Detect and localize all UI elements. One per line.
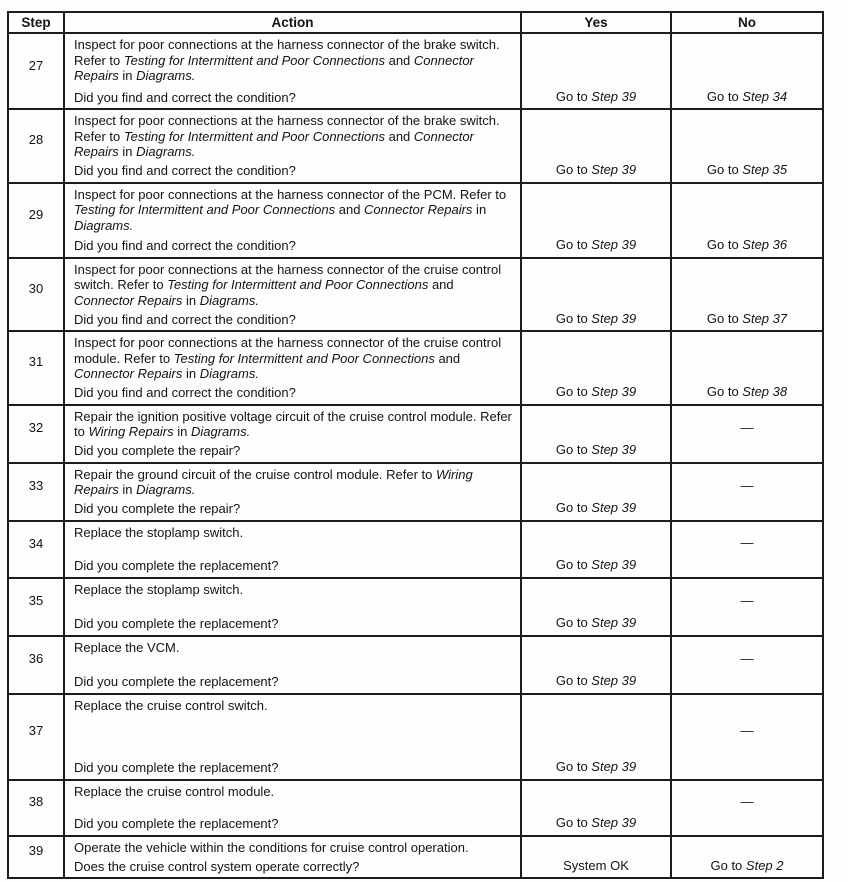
no-value — [674, 593, 820, 609]
table-row-step-33 — [8, 463, 823, 521]
table-row-step-29 — [8, 183, 823, 258]
action-italic-reference: Connector Repairs — [364, 202, 473, 217]
action-text: Replace the VCM. — [74, 639, 180, 655]
yes-text: Go to — [555, 759, 592, 774]
action-cell — [64, 405, 521, 463]
no-value — [674, 237, 820, 253]
action-text — [74, 840, 515, 856]
action-italic-reference: Connector Repairs — [74, 292, 183, 308]
action-italic-reference: Diagrams. — [199, 292, 259, 308]
yes-text: Go to — [555, 88, 592, 104]
no-value — [674, 89, 820, 105]
no-value — [674, 858, 820, 874]
no-italic-reference: Step 38 — [742, 384, 788, 399]
no-value — [674, 162, 820, 178]
question-text: Did you complete the replacement? — [74, 674, 279, 689]
no-value — [674, 384, 820, 400]
col-header-no: No — [671, 12, 823, 33]
action-text — [74, 187, 515, 234]
action-text: and — [384, 128, 414, 144]
action-text: and — [428, 277, 454, 292]
no-cell — [671, 521, 823, 578]
no-text: — — [740, 535, 754, 551]
no-text: Go to — [706, 162, 743, 177]
diagnostic-step-table — [7, 11, 824, 879]
action-cell — [64, 780, 521, 836]
table-row-step-34 — [8, 521, 823, 578]
no-text: — — [740, 592, 754, 608]
action-cell — [64, 636, 521, 694]
action-text: Replace the cruise control switch. — [74, 697, 268, 713]
yes-italic-reference: Step 39 — [591, 500, 637, 515]
action-text: Repair the ignition positive voltage circuit of the cruise control module. Refer to — [74, 408, 512, 439]
step-number: 38 — [8, 780, 64, 836]
table-row-step-37 — [8, 694, 823, 780]
no-cell — [671, 463, 823, 521]
yes-value — [524, 237, 668, 253]
no-cell — [671, 331, 823, 405]
action-text — [74, 582, 515, 598]
action-text — [74, 335, 515, 382]
yes-text: Go to — [555, 815, 592, 830]
yes-text: Go to — [555, 442, 592, 457]
yes-value — [524, 442, 668, 458]
question-text: Did you complete the repair? — [74, 443, 241, 458]
action-text: in — [472, 202, 487, 217]
action-cell — [64, 694, 521, 780]
yes-italic-reference: Step 39 — [591, 162, 637, 177]
step-number: 37 — [8, 694, 64, 780]
question-text: Does the cruise control system operate correctly? — [74, 858, 360, 874]
no-cell — [671, 694, 823, 780]
question-text: Did you complete the repair? — [74, 501, 241, 516]
yes-value — [524, 557, 668, 573]
question-text: Did you complete the replacement? — [74, 816, 279, 831]
action-text — [74, 409, 515, 440]
no-text: Go to — [710, 857, 746, 873]
step-number: 28 — [8, 109, 64, 183]
action-text: in — [173, 424, 191, 439]
action-cell — [64, 33, 521, 109]
action-cell — [64, 521, 521, 578]
no-italic-reference: Step 36 — [742, 237, 788, 252]
table-header — [8, 12, 823, 33]
no-text: Go to — [706, 237, 743, 252]
no-cell — [671, 258, 823, 332]
step-number: 30 — [8, 258, 64, 332]
action-text: Inspect for poor connections at the harness connector of the brake switch. Refer to — [74, 37, 500, 68]
no-text: — — [740, 722, 754, 738]
yes-cell — [521, 331, 671, 405]
action-text: in — [182, 292, 200, 308]
yes-text: Go to — [555, 673, 592, 688]
yes-cell — [521, 463, 671, 521]
step-number: 31 — [8, 331, 64, 405]
no-value — [674, 651, 820, 667]
step-number: 34 — [8, 521, 64, 578]
no-text: Go to — [706, 384, 743, 399]
action-italic-reference: Testing for Intermittent and Poor Connections — [74, 202, 336, 217]
yes-text: Go to — [555, 615, 592, 630]
yes-italic-reference: Step 39 — [591, 442, 637, 457]
action-italic-reference: Diagrams. — [190, 424, 251, 439]
action-italic-reference: Diagrams. — [136, 68, 196, 83]
action-italic-reference: Diagrams. — [74, 217, 134, 233]
no-text: — — [740, 477, 754, 493]
no-value — [674, 311, 820, 327]
question-text: Did you find and correct the condition? — [74, 385, 296, 400]
yes-cell — [521, 258, 671, 332]
yes-italic-reference: Step 39 — [591, 384, 637, 399]
no-cell — [671, 636, 823, 694]
yes-cell — [521, 521, 671, 578]
action-cell — [64, 109, 521, 183]
action-text: and — [335, 202, 365, 217]
yes-cell — [521, 780, 671, 836]
yes-italic-reference: Step 39 — [591, 310, 637, 326]
action-cell — [64, 331, 521, 405]
yes-text: System OK — [563, 857, 629, 873]
yes-cell — [521, 636, 671, 694]
action-cell — [64, 183, 521, 258]
yes-value — [524, 384, 668, 400]
table-row-step-30 — [8, 258, 823, 332]
no-text: — — [740, 650, 754, 666]
header-row — [8, 12, 823, 33]
table-row-step-36 — [8, 636, 823, 694]
step-number: 39 — [8, 836, 64, 879]
question-text: Did you find and correct the condition? — [74, 89, 296, 105]
step-number: 27 — [8, 33, 64, 109]
action-text — [74, 37, 515, 84]
action-text: Inspect for poor connections at the harness connector of the cruise control module. Refer to — [74, 335, 502, 366]
no-value — [674, 723, 820, 739]
table-row-step-27 — [8, 33, 823, 109]
action-italic-reference: Testing for Intermittent and Poor Connections — [167, 277, 429, 292]
yes-text: Go to — [555, 384, 592, 399]
table-row-step-39 — [8, 836, 823, 879]
step-number: 36 — [8, 636, 64, 694]
action-italic-reference: Connector Repairs — [74, 128, 474, 159]
no-italic-reference: Step 2 — [745, 857, 784, 873]
table-row-step-35 — [8, 578, 823, 636]
yes-value — [524, 500, 668, 516]
yes-italic-reference: Step 39 — [591, 615, 637, 630]
no-cell — [671, 405, 823, 463]
yes-cell — [521, 183, 671, 258]
yes-value — [524, 162, 668, 178]
yes-text: Go to — [555, 162, 592, 177]
step-number: 29 — [8, 183, 64, 258]
yes-italic-reference: Step 39 — [591, 88, 637, 104]
no-text: — — [740, 419, 754, 435]
no-cell — [671, 109, 823, 183]
action-italic-reference: Diagrams. — [136, 144, 196, 159]
no-italic-reference: Step 34 — [742, 88, 788, 104]
action-text: Inspect for poor connections at the harness connector of the PCM. Refer to — [74, 186, 507, 202]
action-text: Replace the stoplamp switch. — [74, 524, 244, 540]
action-cell — [64, 836, 521, 879]
yes-italic-reference: Step 39 — [591, 815, 637, 830]
action-italic-reference: Testing for Intermittent and Poor Connections — [123, 52, 385, 68]
action-text: in — [118, 144, 137, 159]
yes-text: Go to — [555, 557, 592, 572]
action-text: and — [384, 52, 414, 68]
yes-cell — [521, 33, 671, 109]
col-header-action: Action — [64, 12, 521, 33]
yes-value — [524, 673, 668, 689]
action-text: Replace the stoplamp switch. — [74, 581, 244, 597]
no-cell — [671, 836, 823, 879]
question-text: Did you find and correct the condition? — [74, 311, 296, 327]
action-text: Inspect for poor connections at the harness connector of the brake switch. Refer to — [74, 113, 500, 144]
yes-italic-reference: Step 39 — [591, 673, 637, 688]
yes-cell — [521, 578, 671, 636]
action-italic-reference: Wiring Repairs — [88, 424, 174, 439]
yes-cell — [521, 694, 671, 780]
action-text — [74, 640, 515, 656]
action-italic-reference: Connector Repairs — [74, 52, 474, 83]
action-cell — [64, 258, 521, 332]
action-text: in — [118, 68, 137, 83]
yes-cell — [521, 836, 671, 879]
yes-value — [524, 759, 668, 775]
table-row-step-31 — [8, 331, 823, 405]
step-number: 32 — [8, 405, 64, 463]
col-header-step: Step — [8, 12, 64, 33]
action-italic-reference: Diagrams. — [136, 482, 196, 497]
yes-text: Go to — [555, 310, 592, 326]
action-text: Operate the vehicle within the conditions for cruise control operation. — [74, 839, 469, 855]
table-body — [8, 33, 823, 878]
table-row-step-38 — [8, 780, 823, 836]
no-cell — [671, 183, 823, 258]
action-text — [74, 262, 515, 309]
action-text — [74, 467, 515, 498]
action-text: Replace the cruise control module. — [74, 783, 275, 799]
no-text: Go to — [706, 88, 743, 104]
no-value — [674, 794, 820, 810]
question-text: Did you complete the replacement? — [74, 760, 279, 775]
yes-text: Go to — [555, 500, 592, 515]
yes-value — [524, 89, 668, 105]
question-text: Did you find and correct the condition? — [74, 238, 296, 253]
yes-italic-reference: Step 39 — [591, 237, 637, 252]
col-header-yes: Yes — [521, 12, 671, 33]
action-text — [74, 698, 515, 714]
action-text: in — [182, 366, 200, 381]
no-text: Go to — [706, 310, 743, 326]
action-italic-reference: Testing for Intermittent and Poor Connections — [123, 128, 385, 144]
action-italic-reference: Wiring Repairs — [74, 466, 473, 497]
no-value — [674, 535, 820, 551]
table-row-step-28 — [8, 109, 823, 183]
no-italic-reference: Step 37 — [742, 310, 788, 326]
yes-text: Go to — [555, 237, 592, 252]
action-italic-reference: Diagrams. — [199, 366, 259, 381]
action-cell — [64, 463, 521, 521]
question-text: Did you complete the replacement? — [74, 558, 279, 573]
no-value — [674, 420, 820, 436]
yes-value — [524, 815, 668, 831]
action-text — [74, 113, 515, 160]
no-text: — — [740, 793, 754, 809]
action-text — [74, 784, 515, 800]
step-number: 35 — [8, 578, 64, 636]
action-text: Repair the ground circuit of the cruise control module. Refer to — [74, 466, 437, 482]
action-text: Inspect for poor connections at the harness connector of the cruise control switch. Refer to — [74, 261, 502, 292]
action-italic-reference: Testing for Intermittent and Poor Connections — [173, 350, 435, 366]
action-text: and — [434, 350, 461, 366]
yes-value — [524, 615, 668, 631]
yes-value — [524, 311, 668, 327]
question-text: Did you complete the replacement? — [74, 616, 279, 631]
action-text — [74, 525, 515, 541]
question-text: Did you find and correct the condition? — [74, 163, 296, 178]
table-row-step-32 — [8, 405, 823, 463]
no-cell — [671, 780, 823, 836]
no-cell — [671, 578, 823, 636]
action-text: in — [118, 482, 137, 497]
action-cell — [64, 578, 521, 636]
no-italic-reference: Step 35 — [742, 162, 788, 177]
step-number: 33 — [8, 463, 64, 521]
action-italic-reference: Connector Repairs — [74, 366, 183, 381]
yes-italic-reference: Step 39 — [591, 759, 637, 774]
yes-cell — [521, 109, 671, 183]
yes-cell — [521, 405, 671, 463]
yes-italic-reference: Step 39 — [591, 557, 637, 572]
yes-value — [524, 858, 668, 874]
no-cell — [671, 33, 823, 109]
no-value — [674, 478, 820, 494]
